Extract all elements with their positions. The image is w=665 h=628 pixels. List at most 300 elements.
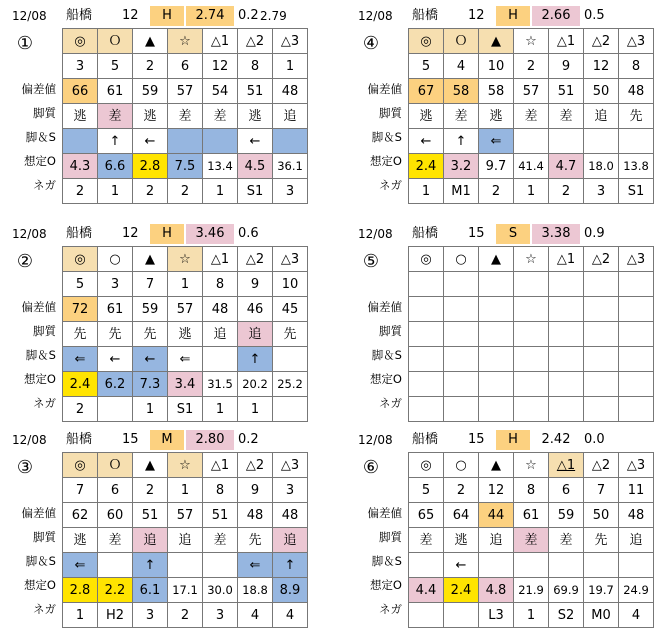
deviation-cell: 66: [63, 79, 98, 104]
row-labels: [6, 501, 60, 621]
mark-cell: ☆: [168, 247, 203, 272]
legs-row: [63, 347, 308, 372]
deviation-cell: 57: [168, 503, 203, 528]
row-label: 脚質: [379, 324, 402, 338]
horse-number-cell: 9: [549, 54, 584, 79]
running-style-cell: 逃: [63, 528, 98, 553]
race-grade: H: [150, 6, 184, 26]
horse-grid: [62, 452, 308, 628]
running-style-cell: 逃: [479, 104, 514, 129]
running-style-cell: 逃: [409, 104, 444, 129]
leg-speed-cell: [584, 347, 619, 372]
negative-cell: S1: [168, 397, 203, 422]
negative-cell: 1: [203, 179, 238, 204]
row-label: 脚質: [33, 530, 56, 544]
deviation-cell: 44: [479, 503, 514, 528]
leg-speed-cell: [273, 347, 308, 372]
expected-odds-cell: 13.4: [203, 154, 238, 179]
mark-cell: △1: [549, 29, 584, 54]
horse-number-cell: 8: [514, 478, 549, 503]
leg-speed-cell: ←: [133, 347, 168, 372]
deviation-cell: 51: [549, 79, 584, 104]
horse-number-cell: 1: [168, 478, 203, 503]
race-index-value: 2.80: [186, 430, 234, 450]
row-label: 想定O: [23, 578, 56, 592]
running-style-cell: 追: [203, 322, 238, 347]
deviation-cell: 72: [63, 297, 98, 322]
negative-cell: 2: [63, 179, 98, 204]
mark-cell: ☆: [514, 247, 549, 272]
race-date: 12/08: [12, 227, 47, 241]
race-grade: H: [150, 224, 184, 244]
row-label: 偏差値: [367, 300, 402, 314]
negative-cell: 2: [133, 179, 168, 204]
expected-odds-cell: 18.0: [584, 154, 619, 179]
negative-cell: L3: [479, 603, 514, 628]
horse-number-cell: 6: [98, 478, 133, 503]
legs-row: [63, 129, 308, 154]
deviation-cell: 58: [479, 79, 514, 104]
horse-number-cell: 2: [444, 478, 479, 503]
running-style-cell: 先: [619, 104, 654, 129]
negative-cell: S1: [619, 179, 654, 204]
horse-number-cell: [549, 272, 584, 297]
nega-row: [409, 603, 654, 628]
horse-number-cell: [409, 272, 444, 297]
race-date: 12/08: [12, 9, 47, 23]
row-label: ネガ: [379, 602, 402, 616]
race-place: 船橋: [412, 226, 439, 241]
deviation-cell: 48: [619, 79, 654, 104]
running-style-cell: [479, 322, 514, 347]
deviation-cell: 48: [203, 297, 238, 322]
leg-speed-cell: [98, 553, 133, 578]
negative-cell: 1: [133, 397, 168, 422]
horse-number-cell: 2: [133, 54, 168, 79]
race-circled-number: ⑥: [362, 457, 380, 478]
running-style-cell: 差: [98, 528, 133, 553]
running-style-cell: [409, 322, 444, 347]
row-label: 想定O: [23, 154, 56, 168]
mark-cell: ▲: [479, 453, 514, 478]
negative-cell: 2: [63, 397, 98, 422]
race-date: 12/08: [358, 227, 393, 241]
mark-cell: △2: [238, 453, 273, 478]
running-style-cell: 逃: [238, 104, 273, 129]
dev-row: [63, 503, 308, 528]
negative-cell: M1: [444, 179, 479, 204]
leg-speed-cell: [444, 347, 479, 372]
race-index-value: 2.42: [541, 432, 571, 447]
negative-cell: [619, 397, 654, 422]
deviation-cell: 65: [409, 503, 444, 528]
expected-odds-cell: 6.6: [98, 154, 133, 179]
mark-cell: ○: [444, 247, 479, 272]
negative-cell: 3: [203, 603, 238, 628]
deviation-cell: [444, 297, 479, 322]
row-label: 偏差値: [21, 506, 56, 520]
expected-odds-cell: [479, 372, 514, 397]
row-label: 脚＆S: [371, 554, 402, 568]
negative-cell: 1: [63, 603, 98, 628]
leg-speed-cell: ←: [409, 129, 444, 154]
negative-cell: 1: [203, 397, 238, 422]
row-label: 想定O: [369, 372, 402, 386]
row-label: 脚質: [33, 324, 56, 338]
race-panel: [6, 428, 316, 628]
negative-cell: 3: [273, 179, 308, 204]
race-place: 船橋: [412, 8, 439, 23]
deviation-cell: 58: [444, 79, 479, 104]
race-number: 12: [468, 8, 485, 23]
deviation-cell: 51: [238, 79, 273, 104]
row-label: 想定O: [23, 372, 56, 386]
mark-cell: △3: [273, 453, 308, 478]
expected-odds-cell: 4.4: [409, 578, 444, 603]
race-place: 船橋: [66, 226, 93, 241]
mark-cell: Ｏ: [444, 29, 479, 54]
expected-odds-cell: 6.1: [133, 578, 168, 603]
row-labels: [6, 295, 60, 415]
row-label: ネガ: [33, 178, 56, 192]
race-place: 船橋: [412, 432, 439, 447]
negative-cell: [444, 397, 479, 422]
deviation-cell: [479, 297, 514, 322]
leg-speed-cell: ↑: [133, 553, 168, 578]
running-style-cell: 追: [133, 528, 168, 553]
race-panel: [352, 428, 662, 628]
mark-cell: ◎: [409, 247, 444, 272]
row-labels: [6, 77, 60, 197]
leg-speed-cell: ↑: [98, 129, 133, 154]
dev-row: [63, 297, 308, 322]
expected-odds-cell: 2.8: [133, 154, 168, 179]
legs-row: [63, 553, 308, 578]
running-style-cell: 追: [584, 104, 619, 129]
leg-speed-cell: ⇐: [63, 553, 98, 578]
mark-cell: ▲: [479, 29, 514, 54]
deviation-cell: 67: [409, 79, 444, 104]
running-style-cell: 差: [203, 104, 238, 129]
row-labels: [352, 295, 406, 415]
style-row: [409, 104, 654, 129]
horse-grid: [62, 28, 308, 204]
running-style-cell: [584, 322, 619, 347]
mark-cell: △2: [584, 453, 619, 478]
running-style-cell: [549, 322, 584, 347]
race-circled-number: ②: [16, 251, 34, 272]
horses-row: [63, 272, 308, 297]
running-style-cell: 先: [238, 528, 273, 553]
horse-number-cell: 8: [203, 272, 238, 297]
expected-odds-cell: 13.8: [619, 154, 654, 179]
horse-grid: [408, 246, 654, 422]
running-style-cell: 差: [168, 104, 203, 129]
expected-odds-cell: 17.1: [168, 578, 203, 603]
mark-cell: △1: [203, 247, 238, 272]
style-row: [63, 528, 308, 553]
mark-cell: Ｏ: [98, 29, 133, 54]
leg-speed-cell: [584, 129, 619, 154]
horse-number-cell: 3: [273, 478, 308, 503]
row-label: 脚＆S: [25, 554, 56, 568]
negative-cell: 2: [168, 603, 203, 628]
mark-cell: △3: [273, 247, 308, 272]
mark-cell: ◎: [63, 29, 98, 54]
race-index-diff: 0.2: [238, 8, 259, 23]
race-panel: [6, 222, 316, 422]
expected-odds-cell: 36.1: [273, 154, 308, 179]
row-label: 脚＆S: [25, 348, 56, 362]
leg-speed-cell: [514, 553, 549, 578]
race-grade: M: [150, 430, 184, 450]
leg-speed-cell: [549, 553, 584, 578]
running-style-cell: 先: [584, 528, 619, 553]
legs-row: [409, 129, 654, 154]
marks-row: [409, 453, 654, 478]
race-header: [352, 222, 662, 246]
mark-cell: ▲: [133, 453, 168, 478]
expected-odds-cell: 30.0: [203, 578, 238, 603]
expected-odds-cell: 4.3: [63, 154, 98, 179]
leg-speed-cell: [479, 553, 514, 578]
expected-odds-cell: 7.5: [168, 154, 203, 179]
negative-cell: S1: [238, 179, 273, 204]
negative-cell: [273, 397, 308, 422]
horse-number-cell: 2: [514, 54, 549, 79]
race-index-diff: 0.2: [238, 432, 259, 447]
row-label: 偏差値: [21, 300, 56, 314]
negative-cell: 3: [133, 603, 168, 628]
expected-odds-cell: [409, 372, 444, 397]
deviation-cell: 45: [273, 297, 308, 322]
race-number: 15: [468, 432, 485, 447]
race-place: 船橋: [66, 8, 93, 23]
mark-cell: △2: [584, 29, 619, 54]
leg-speed-cell: ↑: [444, 129, 479, 154]
legs-row: [409, 553, 654, 578]
expected-odds-cell: 3.4: [168, 372, 203, 397]
deviation-cell: [409, 297, 444, 322]
race-header: [352, 4, 662, 28]
running-style-cell: 逃: [63, 104, 98, 129]
deviation-cell: 57: [168, 297, 203, 322]
running-style-cell: 先: [63, 322, 98, 347]
race-date: 12/08: [358, 9, 393, 23]
race-number: 12: [122, 226, 139, 241]
deviation-cell: 48: [273, 503, 308, 528]
running-style-cell: [619, 322, 654, 347]
race-index-value: 3.46: [186, 224, 234, 244]
marks-row: [63, 247, 308, 272]
horse-grid: [408, 28, 654, 204]
odds-row: [409, 372, 654, 397]
expected-odds-cell: 19.7: [584, 578, 619, 603]
negative-cell: 3: [584, 179, 619, 204]
horse-number-cell: 2: [133, 478, 168, 503]
mark-cell: ◎: [409, 453, 444, 478]
expected-odds-cell: 31.5: [203, 372, 238, 397]
leg-speed-cell: [479, 347, 514, 372]
deviation-cell: 59: [133, 79, 168, 104]
mark-cell: △1: [549, 453, 584, 478]
leg-speed-cell: ←: [98, 347, 133, 372]
mark-cell: ▲: [479, 247, 514, 272]
negative-cell: 1: [238, 397, 273, 422]
negative-cell: H2: [98, 603, 133, 628]
expected-odds-cell: [444, 372, 479, 397]
running-style-cell: 追: [619, 528, 654, 553]
race-grade: H: [496, 430, 530, 450]
negative-cell: 1: [514, 603, 549, 628]
mark-cell: △1: [203, 453, 238, 478]
race-header: [6, 4, 316, 28]
odds-row: [63, 578, 308, 603]
horse-number-cell: 3: [63, 54, 98, 79]
expected-odds-cell: [514, 372, 549, 397]
row-label: 偏差値: [367, 506, 402, 520]
expected-odds-cell: 25.2: [273, 372, 308, 397]
row-labels: [352, 501, 406, 621]
leg-speed-cell: [619, 129, 654, 154]
deviation-cell: 50: [584, 79, 619, 104]
expected-odds-cell: [549, 372, 584, 397]
negative-cell: 4: [619, 603, 654, 628]
odds-row: [63, 154, 308, 179]
negative-cell: M0: [584, 603, 619, 628]
horse-number-cell: 6: [168, 54, 203, 79]
leg-speed-cell: ⇐: [168, 347, 203, 372]
leg-speed-cell: ←: [133, 129, 168, 154]
expected-odds-cell: 4.7: [549, 154, 584, 179]
leg-speed-cell: [584, 553, 619, 578]
leg-speed-cell: ↑: [238, 347, 273, 372]
mark-cell: △3: [273, 29, 308, 54]
horse-number-cell: 10: [479, 54, 514, 79]
leg-speed-cell: [514, 129, 549, 154]
deviation-cell: 48: [619, 503, 654, 528]
style-row: [63, 104, 308, 129]
horse-number-cell: 3: [98, 272, 133, 297]
mark-cell: ☆: [514, 453, 549, 478]
expected-odds-cell: 20.2: [238, 372, 273, 397]
row-label: 脚質: [33, 106, 56, 120]
horse-number-cell: 4: [444, 54, 479, 79]
negative-cell: [584, 397, 619, 422]
leg-speed-cell: ←: [444, 553, 479, 578]
race-index-value: 2.66: [532, 6, 580, 26]
marks-row: [409, 247, 654, 272]
row-label: 脚質: [379, 530, 402, 544]
leg-speed-cell: [273, 129, 308, 154]
running-style-cell: 逃: [168, 322, 203, 347]
leg-speed-cell: [549, 347, 584, 372]
marks-row: [63, 453, 308, 478]
race-date: 12/08: [358, 433, 393, 447]
deviation-cell: 51: [133, 503, 168, 528]
row-label: 脚＆S: [371, 130, 402, 144]
running-style-cell: 差: [98, 104, 133, 129]
race-grade: H: [496, 6, 530, 26]
marks-row: [409, 29, 654, 54]
horse-grid: [62, 246, 308, 422]
deviation-cell: 46: [238, 297, 273, 322]
running-style-cell: 追: [168, 528, 203, 553]
race-date: 12/08: [12, 433, 47, 447]
style-row: [63, 322, 308, 347]
horse-number-cell: 10: [273, 272, 308, 297]
race-circled-number: ③: [16, 457, 34, 478]
mark-cell: △1: [549, 247, 584, 272]
expected-odds-cell: 9.7: [479, 154, 514, 179]
horse-number-cell: 1: [273, 54, 308, 79]
leg-speed-cell: [619, 553, 654, 578]
horses-row: [409, 54, 654, 79]
mark-cell: ▲: [133, 247, 168, 272]
horses-row: [63, 478, 308, 503]
negative-cell: [549, 397, 584, 422]
leg-speed-cell: [203, 553, 238, 578]
expected-odds-cell: 6.2: [98, 372, 133, 397]
leg-speed-cell: [619, 347, 654, 372]
odds-row: [409, 154, 654, 179]
race-index-value: 3.38: [532, 224, 580, 244]
race-index-alt: 2.79: [260, 9, 287, 23]
race-header: [6, 222, 316, 246]
leg-speed-cell: [168, 553, 203, 578]
race-panel: [352, 222, 662, 422]
horse-number-cell: 8: [619, 54, 654, 79]
running-style-cell: 先: [98, 322, 133, 347]
mark-cell: Ｏ: [98, 453, 133, 478]
race-number: 12: [122, 8, 139, 23]
expected-odds-cell: 21.9: [514, 578, 549, 603]
race-panel: [6, 4, 316, 204]
expected-odds-cell: 2.2: [98, 578, 133, 603]
negative-cell: 1: [514, 179, 549, 204]
leg-speed-cell: ↑: [273, 553, 308, 578]
mark-cell: △2: [238, 247, 273, 272]
odds-row: [409, 578, 654, 603]
race-index-value: 2.74: [186, 6, 234, 26]
negative-cell: 1: [409, 179, 444, 204]
running-style-cell: 追: [238, 322, 273, 347]
negative-cell: 2: [549, 179, 584, 204]
deviation-cell: 50: [584, 503, 619, 528]
expected-odds-cell: 4.8: [479, 578, 514, 603]
negative-cell: 1: [98, 179, 133, 204]
negative-cell: 4: [273, 603, 308, 628]
deviation-cell: 51: [203, 503, 238, 528]
expected-odds-cell: 41.4: [514, 154, 549, 179]
running-style-cell: 差: [514, 104, 549, 129]
deviation-cell: 48: [273, 79, 308, 104]
race-panel: [352, 4, 662, 204]
deviation-cell: 57: [514, 79, 549, 104]
nega-row: [63, 603, 308, 628]
style-row: [409, 528, 654, 553]
mark-cell: ○: [444, 453, 479, 478]
row-label: 脚＆S: [25, 130, 56, 144]
legs-row: [409, 347, 654, 372]
expected-odds-cell: 3.2: [444, 154, 479, 179]
expected-odds-cell: 69.9: [549, 578, 584, 603]
nega-row: [409, 397, 654, 422]
horse-number-cell: [444, 272, 479, 297]
race-header: [6, 428, 316, 452]
deviation-cell: 61: [514, 503, 549, 528]
horse-number-cell: [514, 272, 549, 297]
